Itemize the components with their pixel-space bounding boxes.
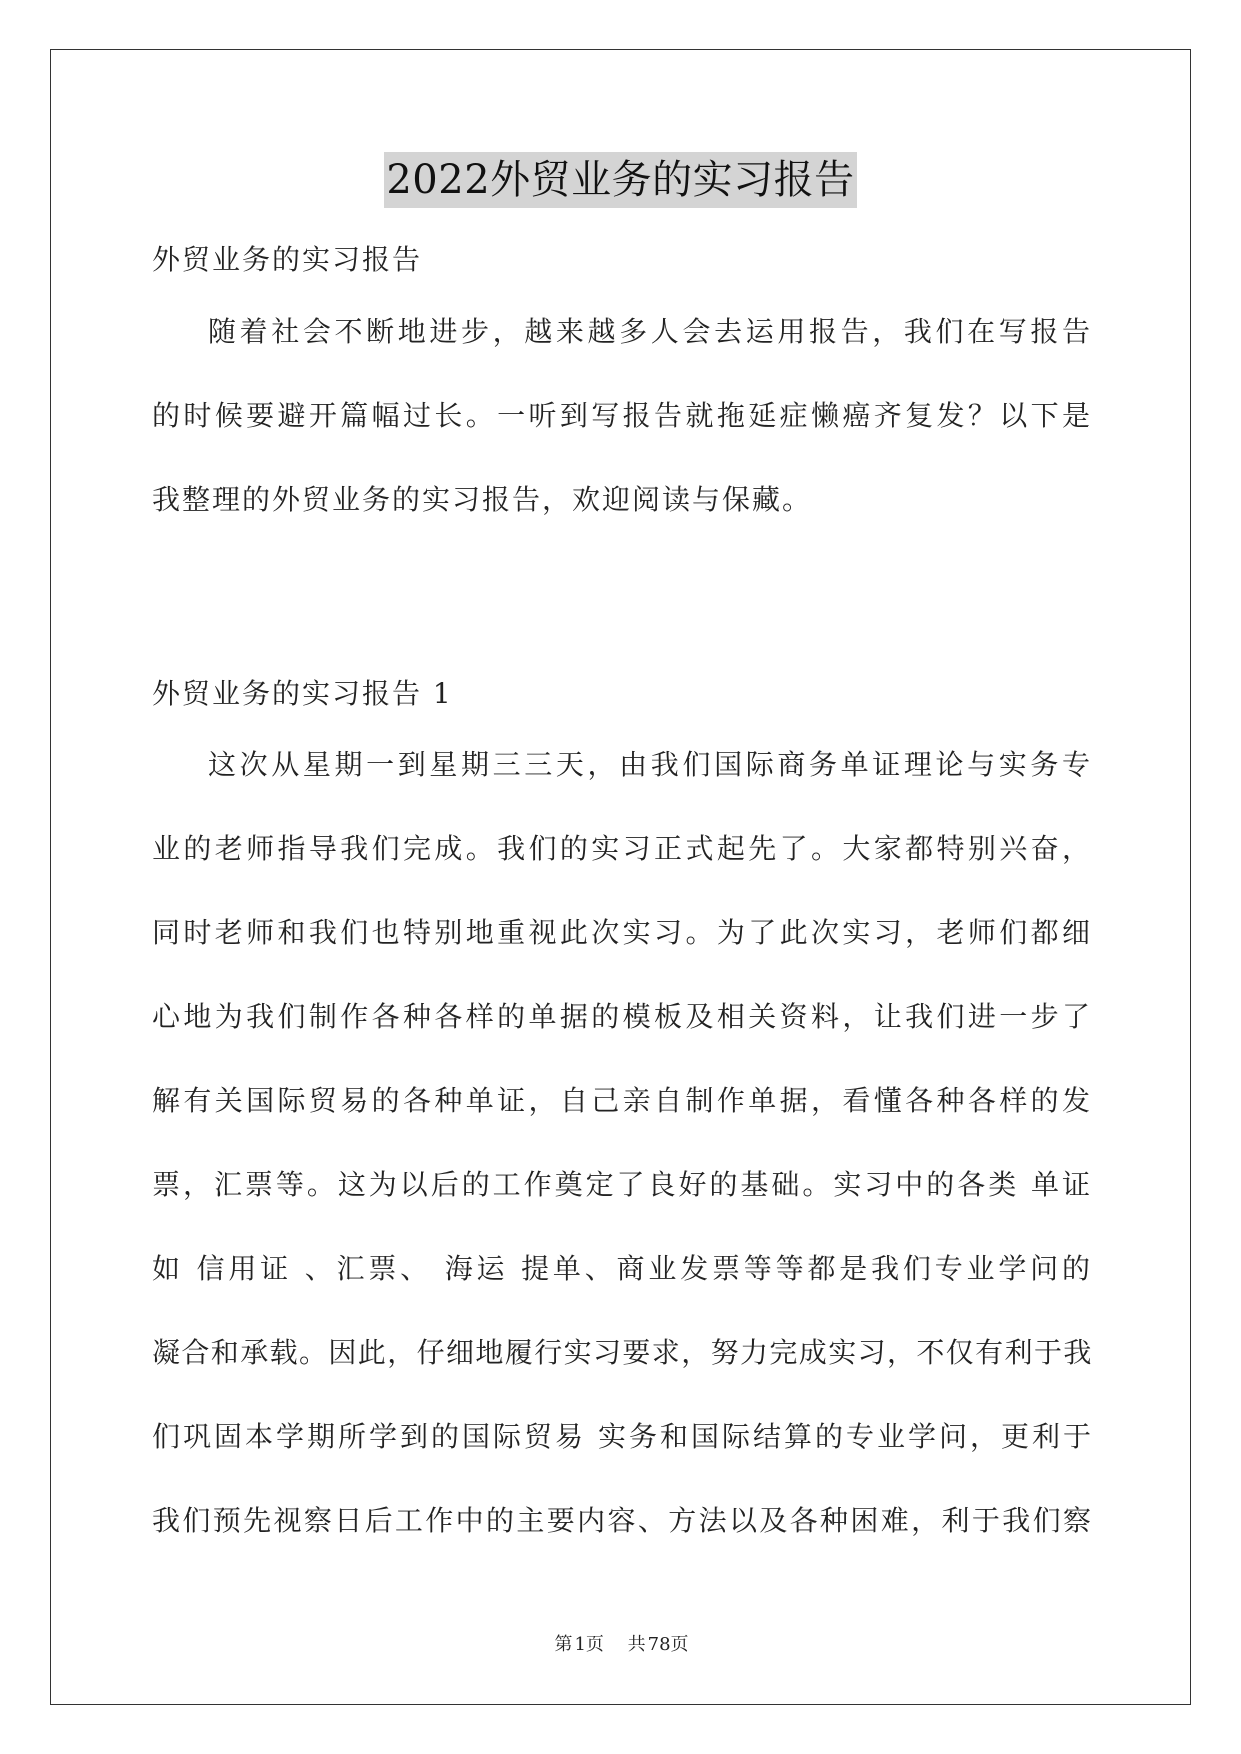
document-subtitle: 外贸业务的实习报告: [152, 243, 423, 276]
body-paragraph: [152, 723, 1092, 1563]
title-container: [0, 152, 1241, 208]
intro-line: 的时候要避开篇幅过长。一听到写报告就拖延症懒癌齐复发？以下是: [152, 399, 1092, 432]
total-label-suffix: 页: [670, 1634, 689, 1655]
intro-line: 随着社会不断地进步，越来越多人会去运用报告，我们在写报告: [208, 315, 1092, 348]
page-footer: [0, 1630, 1241, 1656]
body-line: 如 信用证 、汇票、 海运 提单、商业发票等等都是我们专业学问的: [152, 1252, 1092, 1285]
body-line: 这次从星期一到星期三三天，由我们国际商务单证理论与实务专: [208, 748, 1092, 781]
page-label-prefix: 第: [554, 1634, 573, 1655]
body-line: 心地为我们制作各种各样的单据的模板及相关资料，让我们进一步了: [152, 1000, 1092, 1033]
body-line: 票，汇票等。这为以后的工作奠定了良好的基础。实习中的各类 单证: [152, 1168, 1092, 1201]
section-heading: 外贸业务的实习报告 1: [152, 677, 453, 710]
body-line: 同时老师和我们也特别地重视此次实习。为了此次实习，老师们都细: [152, 916, 1092, 949]
page-label-suffix: 页: [585, 1634, 604, 1655]
body-line: 凝合和承载。因此，仔细地履行实习要求，努力完成实习，不仅有利于我: [152, 1336, 1092, 1369]
total-label-prefix: 共: [627, 1634, 646, 1655]
body-line: 解有关国际贸易的各种单证，自己亲自制作单据，看懂各种各样的发: [152, 1084, 1092, 1117]
body-line: 业的老师指导我们完成。我们的实习正式起先了。大家都特别兴奋，: [152, 832, 1092, 865]
total-pages: 78: [647, 1634, 671, 1655]
document-title: 2022外贸业务的实习报告: [384, 152, 856, 208]
intro-line: 我整理的外贸业务的实习报告，欢迎阅读与保藏。: [152, 483, 813, 516]
intro-paragraph: [152, 290, 1092, 542]
body-line: 我们预先视察日后工作中的主要内容、方法以及各种困难，利于我们察: [152, 1504, 1092, 1537]
body-line: 们巩固本学期所学到的国际贸易 实务和国际结算的专业学问，更利于: [152, 1420, 1092, 1453]
page-number: 1: [574, 1634, 586, 1655]
